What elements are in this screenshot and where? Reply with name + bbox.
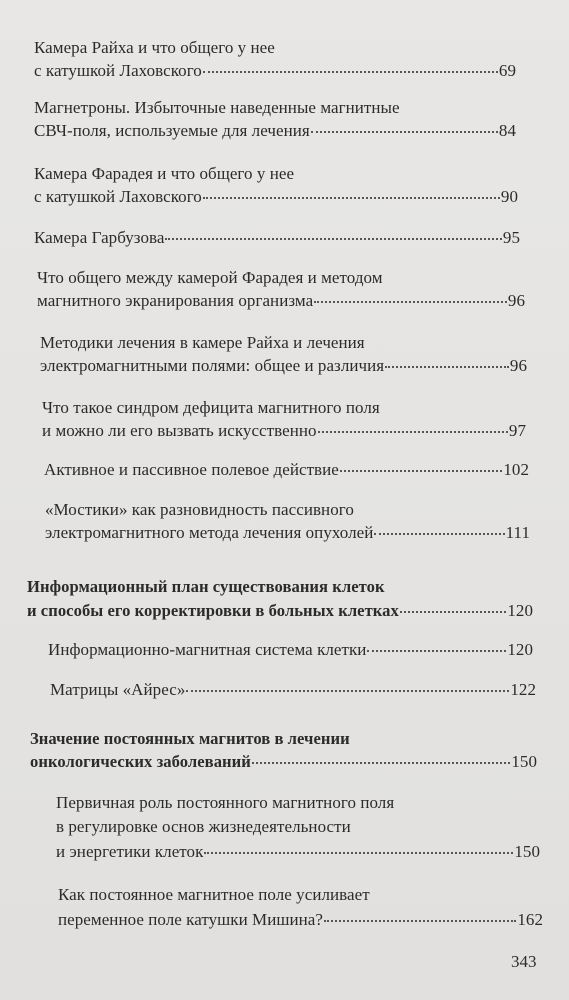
toc-chapter-title-line: Информационный план существования клеток	[27, 577, 385, 596]
toc-page-number: 69	[498, 61, 516, 80]
toc-page-number: 90	[500, 187, 518, 206]
dot-leader	[204, 852, 513, 854]
toc-entry-last-line	[56, 842, 540, 862]
toc-chapter-last-line	[30, 752, 537, 772]
toc-entry-title-line: Что такое синдром дефицита магнитного поля	[42, 398, 380, 417]
toc-entry-last-line	[48, 640, 533, 660]
toc-entry-title-line: Матрицы «Айрес»	[50, 680, 186, 699]
toc-page-number: 111	[505, 523, 530, 542]
dot-leader	[314, 301, 507, 303]
toc-entry-title-line: электромагнитного метода лечения опухолей	[45, 523, 374, 542]
dot-leader	[340, 470, 502, 472]
dot-leader	[165, 238, 501, 240]
dot-leader	[400, 611, 506, 613]
toc-entry-title-line: Как постоянное магнитное поле усиливает	[58, 885, 370, 904]
toc-entry-last-line	[58, 910, 543, 930]
toc-entry-title-line: Активное и пассивное полевое действие	[44, 460, 339, 479]
toc-entry-title-line: «Мостики» как разновидность пассивного	[45, 500, 354, 519]
dot-leader	[203, 197, 500, 199]
dot-leader	[186, 690, 509, 692]
toc-entry-title-line: Магнетроны. Избыточные наведенные магнитные	[34, 98, 400, 117]
toc-page-number: 102	[503, 460, 529, 479]
toc-entry-title-line: Первичная роль постоянного магнитного поля	[56, 793, 395, 812]
dot-leader	[311, 131, 498, 133]
dot-leader	[203, 71, 498, 73]
toc-page-number: 96	[509, 356, 527, 375]
toc-chapter-title-line: онкологических заболеваний	[30, 752, 251, 771]
toc-page-number: 95	[502, 228, 520, 247]
toc-entry-title-line: с катушкой Лаховского	[34, 61, 202, 80]
toc-entry-title-line: Методики лечения в камере Райха и лечения	[40, 333, 365, 352]
toc-entry-title-line: Камера Фарадея и что общего у нее	[34, 164, 295, 183]
toc-entry-title-line: в регулировке основ жизнедеятельности	[56, 817, 351, 836]
toc-entry-title-line: Информационно-магнитная система клетки	[48, 640, 367, 659]
toc-entry-title-line: СВЧ-поля, используемые для лечения	[34, 121, 310, 140]
dot-leader	[374, 533, 504, 535]
toc-page-number: 150	[511, 752, 537, 771]
toc-page-number: 162	[517, 910, 543, 929]
toc-chapter-last-line	[27, 601, 533, 621]
toc-page-number: 150	[514, 842, 540, 861]
toc-entry-last-line	[45, 523, 530, 543]
toc-entry-last-line	[37, 291, 525, 311]
toc-entry-last-line	[34, 187, 518, 207]
toc-page-number: 120	[507, 601, 533, 620]
toc-entry-title-line: магнитного экранирования организма	[37, 291, 314, 310]
toc-entry-last-line	[34, 228, 520, 248]
toc-entry-title-line: и энергетики клеток	[56, 842, 204, 861]
toc-chapter-title-line: и способы его корректировки в больных клетках	[27, 601, 399, 620]
toc-entry-last-line	[40, 356, 527, 376]
toc-chapter-title-line: Значение постоянных магнитов в лечении	[30, 729, 350, 748]
toc-entry-title-line: Камера Гарбузова	[34, 228, 165, 247]
toc-page-number: 120	[507, 640, 533, 659]
dot-leader	[252, 762, 510, 764]
toc-page-number: 122	[510, 680, 536, 699]
toc-page-number: 84	[498, 121, 516, 140]
toc-page-number: 97	[508, 421, 526, 440]
dot-leader	[367, 650, 506, 652]
dot-leader	[318, 431, 508, 433]
dot-leader	[324, 920, 516, 922]
dot-leader	[385, 366, 509, 368]
toc-entry-title-line: и можно ли его вызвать искусственно	[42, 421, 317, 440]
page-number: 343	[511, 952, 537, 971]
toc-entry-last-line	[44, 460, 529, 480]
toc-entry-last-line	[50, 680, 536, 700]
toc-entry-last-line	[42, 421, 526, 441]
toc-entry-title-line: с катушкой Лаховского	[34, 187, 202, 206]
toc-entry-last-line	[34, 61, 516, 81]
toc-entry-last-line	[34, 121, 516, 141]
toc-entry-title-line: Камера Райха и что общего у нее	[34, 38, 275, 57]
toc-page-number: 96	[507, 291, 525, 310]
toc-entry-title-line: переменное поле катушки Мишина?	[58, 910, 323, 929]
toc-entry-title-line: Что общего между камерой Фарадея и методом	[37, 268, 383, 287]
toc-entry-title-line: электромагнитными полями: общее и различия	[40, 356, 385, 375]
